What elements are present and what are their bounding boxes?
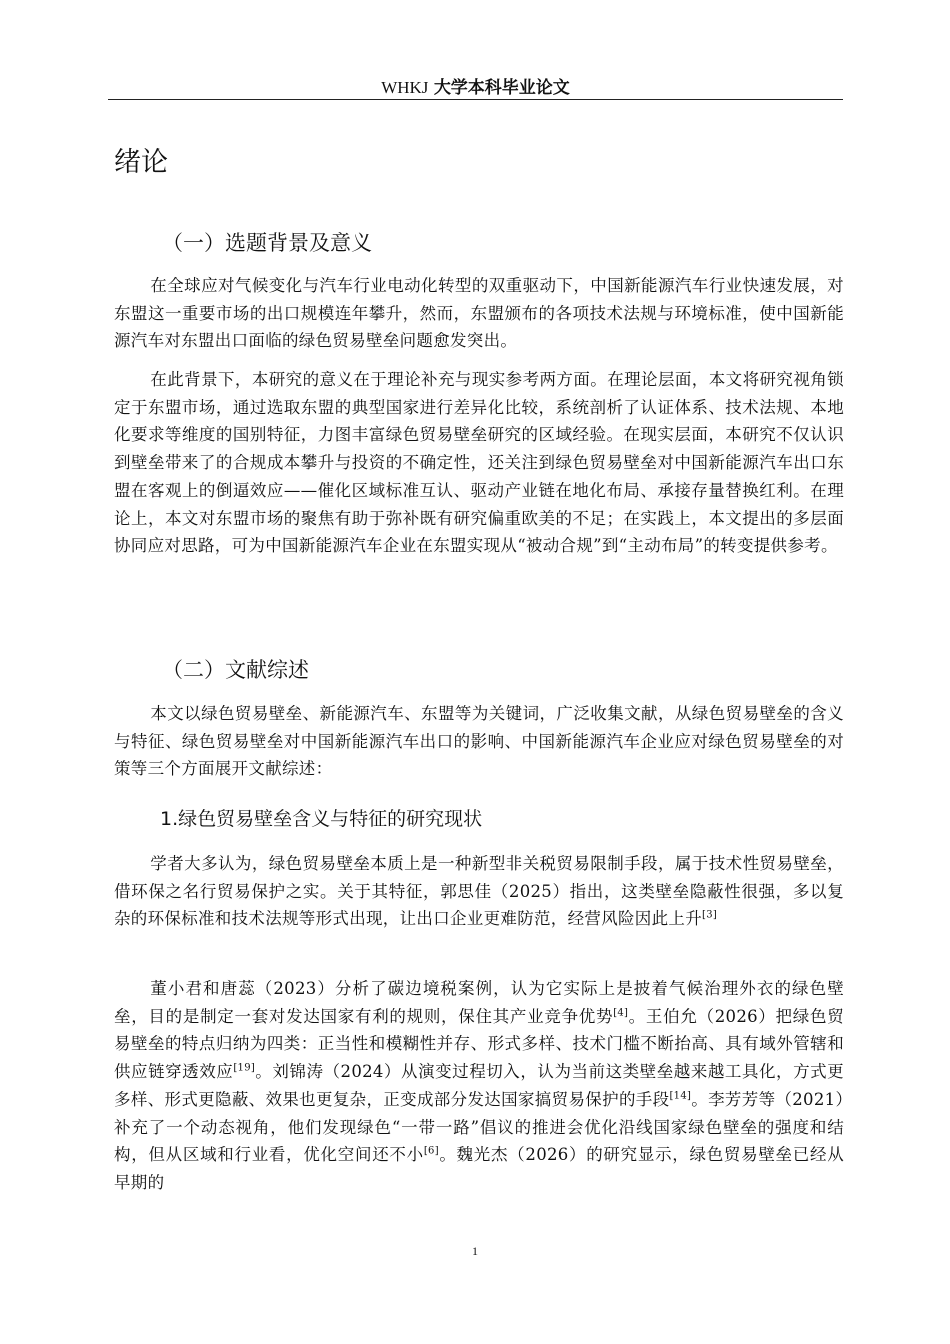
citation-ref: [3] <box>702 909 718 921</box>
paragraph-literature-intro: 本文以绿色贸易壁垒、新能源汽车、东盟等为关键词，广泛收集文献，从绿色贸易壁垒的含义与特征、绿色贸易壁垒对中国新能源汽车出口的影响、中国新能源汽车企业应对绿色贸易壁垒的对策等三个方面展开文献综述： <box>114 704 844 779</box>
text-run: 。魏光杰（2026）的研究显示，绿色贸易壁垒已经从早期的 <box>114 1145 844 1192</box>
citation-ref: [6] <box>423 1145 439 1157</box>
section-heading-literature: （二）文献综述 <box>162 658 309 682</box>
page-header <box>108 76 843 100</box>
text-run: 。李芳芳等（2021）补充了一个动态视角，他们发现绿色“一带一路”倡议的推进会优化沿线国家绿色壁垒的强度和结构，但从区域和行业看，优化空间还不小 <box>114 1089 845 1165</box>
paragraph-background-2: 在此背景下，本研究的意义在于理论补充与现实参考两方面。在理论层面，本文将研究视角锁定于东盟市场，通过选取东盟的典型国家进行差异化比较，系统剖析了认证体系、技术法规、本地化要求等维度的国别特征，力图丰富绿色贸易壁垒研究的区域经验。在现实层面，本研究不仅认识到壁垒带来了的合规成本攀升与投资的不确定性，还关注到绿色贸易壁垒对中国新能源汽车出口东盟在客观上的倒逼效应——催化区域标准互认、驱动产业链在地化布局、承接存量替换红利。在理论上，本文对东盟市场的聚焦有助于弥补既有研究偏重欧美的不足；在实践上，本文提出的多层面协同应对思路，可为中国新能源汽车企业在东盟实现从“被动合规”到“主动布局”的转变提供参考。 <box>114 370 844 556</box>
header-title: 大学本科毕业论文 <box>433 78 570 98</box>
text-run: 学者大多认为，绿色贸易壁垒本质上是一种新型非关税贸易限制手段，属于技术性贸易壁垒，借环保之名行贸易保护之实。关于其特征，郭思佳（2025）指出，这类壁垒隐蔽性很强，多以复杂的环保标准和技术法规等形式出现，让出口企业更难防范，经营风险因此上升 <box>114 854 844 929</box>
paragraph-definition-2 <box>114 975 844 1197</box>
section-heading-background: （一）选题背景及意义 <box>162 231 372 255</box>
subsection-heading-definition: 1.绿色贸易壁垒含义与特征的研究现状 <box>160 808 483 830</box>
paragraph-definition-1 <box>114 850 844 933</box>
paragraph-background-1: 在全球应对气候变化与汽车行业电动化转型的双重驱动下，中国新能源汽车行业快速发展，对东盟这一重要市场的出口规模连年攀升，然而，东盟颁布的各项技术法规与环境标准，使中国新能源汽车对东盟出口面临的绿色贸易壁垒问题愈发突出。 <box>114 276 844 351</box>
page-number: 1 <box>472 1244 478 1258</box>
chapter-title: 绪论 <box>114 147 168 178</box>
text-run: 董小君和唐蕊（2023）分析了碳边境税案例，认为它实际上是披着气候治理外衣的绿色壁垒，目的是制定一套对发达国家有利的规则，保住其产业竞争优势 <box>114 979 844 1026</box>
citation-ref: [14] <box>669 1090 692 1102</box>
citation-ref: [19] <box>233 1062 256 1074</box>
header-latin: WHKJ <box>381 78 429 97</box>
text-run: 。刘锦涛（2024）从演变过程切入，认为当前这类壁垒越来越工具化，方式更多样、形式更隐蔽、效果也更复杂，正变成部分发达国家搞贸易保护的手段 <box>114 1062 844 1109</box>
citation-ref: [4] <box>613 1007 629 1019</box>
text-run: 。王伯允（2026）把绿色贸易壁垒的特点归纳为四类：正当性和模糊性并存、形式多样、技术门槛不断抬高、具有域外管辖和供应链穿透效应 <box>114 1006 844 1082</box>
